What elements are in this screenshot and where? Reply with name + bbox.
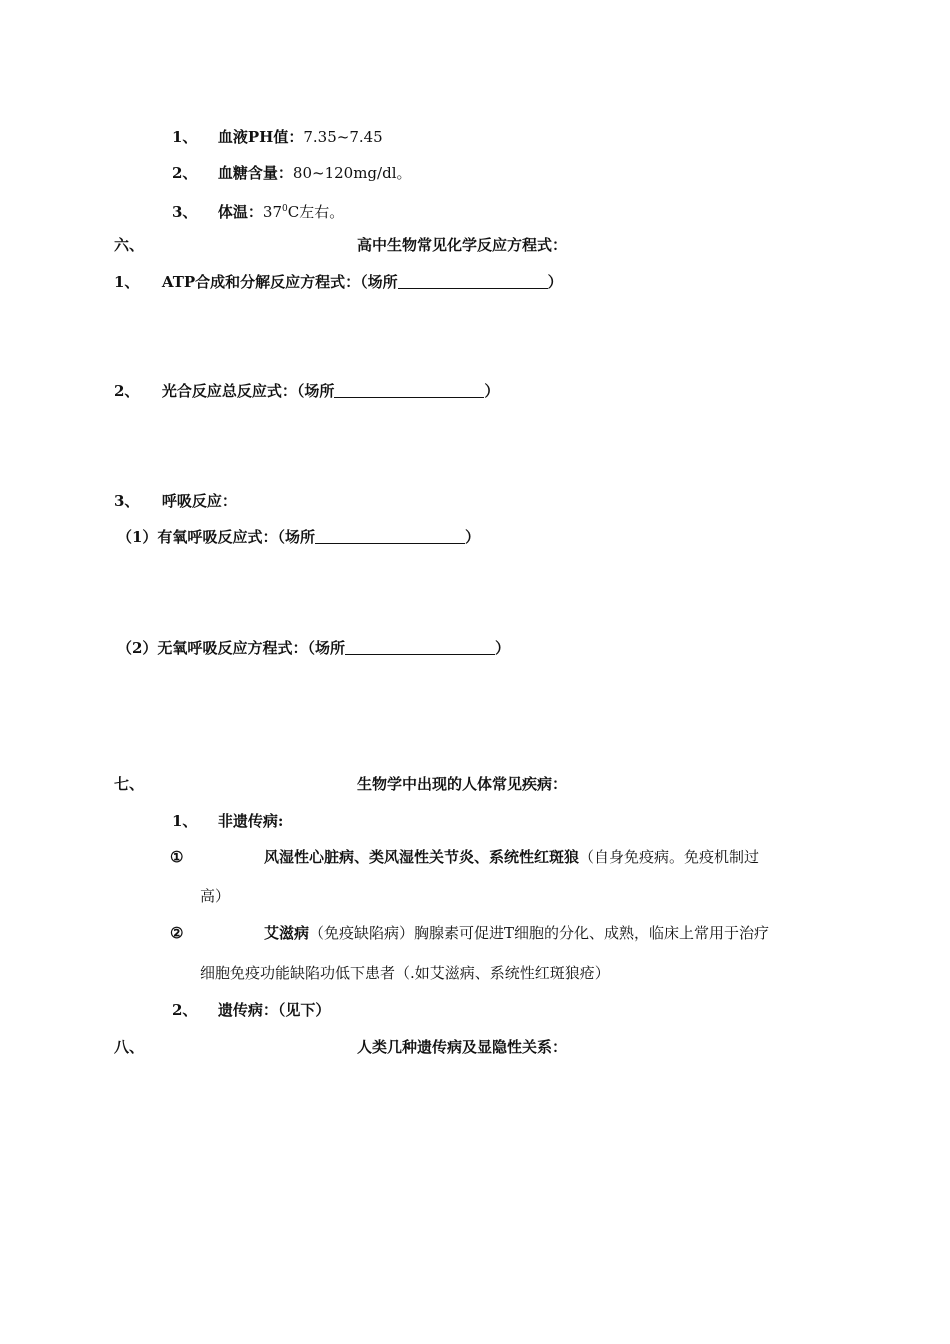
item-value: 7.35~7.45: [303, 128, 383, 146]
section-6-title: 高中生物常见化学反应方程式：: [357, 236, 568, 254]
disease-subsection-2: [172, 1000, 330, 1020]
item-number: 1、: [114, 273, 140, 291]
section-6-number: 六、: [114, 236, 145, 254]
disease-note: （自身免疫病。免疫机制过: [579, 848, 760, 866]
item-value-pre: 37: [262, 203, 283, 221]
question-close: ）: [547, 273, 563, 291]
item-number: 1、: [172, 812, 198, 830]
item-value-sup: 0: [282, 204, 288, 214]
homeostasis-item-1: [172, 127, 383, 147]
item-value: 80~120mg/dl。: [292, 164, 412, 182]
answer-blank: [345, 640, 495, 655]
item-number: 3、: [114, 492, 140, 510]
item-number: 2、: [172, 164, 198, 182]
question-text: ATP合成和分解反应方程式：（场所: [161, 273, 398, 291]
homeostasis-item-2: [172, 163, 412, 183]
question-text: （1）有氧呼吸反应式：（场所: [117, 528, 315, 546]
item-label: 血液PH值：: [217, 128, 304, 146]
subsection-text: 遗传病：（见下）: [217, 1001, 331, 1019]
answer-blank: [315, 529, 465, 544]
item-label: 体温：: [217, 203, 263, 221]
section-8-number: 八、: [114, 1038, 145, 1056]
subsection-text: 非遗传病:: [217, 812, 284, 830]
equation-question-2: [114, 381, 499, 401]
item-number: 3、: [172, 203, 198, 221]
disease-item-1: [264, 847, 759, 867]
section-8-title: 人类几种遗传病及显隐性关系：: [357, 1038, 568, 1056]
disease-subsection-1: [172, 811, 283, 831]
equation-question-3: [114, 491, 237, 511]
question-text: 光合反应总反应式：（场所: [161, 382, 335, 400]
disease-names: 艾滋病: [264, 924, 310, 942]
answer-blank: [398, 274, 548, 289]
disease-item-1-marker: ①: [170, 848, 184, 866]
question-text: 呼吸反应：: [161, 492, 237, 510]
item-number: 2、: [172, 1001, 198, 1019]
disease-note: （免疫缺陷病）胸腺素可促进T细胞的分化、成熟，临床上常用于治疗: [309, 924, 770, 942]
equation-question-3a: [117, 527, 480, 547]
question-close: ）: [484, 382, 500, 400]
item-number: 2、: [114, 382, 140, 400]
section-7-title: 生物学中出现的人体常见疾病：: [357, 775, 568, 793]
disease-item-2: [264, 923, 769, 943]
question-close: ）: [464, 528, 480, 546]
equation-question-1: [114, 272, 563, 292]
disease-item-1-continuation: 高）: [200, 887, 231, 905]
answer-blank: [334, 383, 484, 398]
question-close: ）: [494, 639, 510, 657]
disease-names: 风湿性心脏病、类风湿性关节炎、系统性红斑狼: [264, 848, 580, 866]
disease-item-2-marker: ②: [170, 924, 184, 942]
disease-item-2-continuation: 细胞免疫功能缺陷功低下患者（.如艾滋病、系统性红斑狼疮）: [200, 964, 610, 982]
question-text: （2）无氧呼吸反应方程式：（场所: [117, 639, 345, 657]
equation-question-3b: [117, 638, 510, 658]
item-number: 1、: [172, 128, 198, 146]
section-7-number: 七、: [114, 775, 145, 793]
item-value-post: C左右。: [287, 203, 345, 221]
item-label: 血糖含量：: [217, 164, 293, 182]
homeostasis-item-3: [172, 199, 344, 222]
